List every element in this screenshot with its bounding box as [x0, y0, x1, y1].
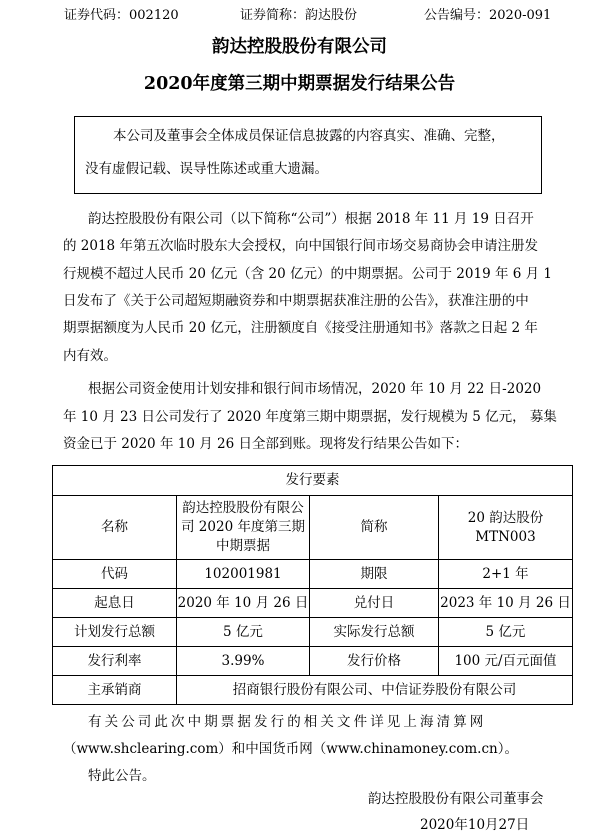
table-row — [53, 676, 573, 705]
name-label: 名称 — [53, 496, 177, 560]
stock-code: 证券代码：002120 — [64, 8, 179, 23]
table-row — [53, 647, 573, 676]
planned-amount-value: 5 亿元 — [177, 618, 310, 647]
signature-date: 2020年10月27日 — [420, 817, 530, 833]
short-name-value: 20 韵达股份 MTN003 — [439, 496, 573, 560]
issuance-table — [52, 465, 573, 705]
name-value — [177, 496, 310, 560]
disclaimer-line-2: 没有虚假记载、误导性陈述或重大遗漏。 — [85, 161, 328, 177]
table-row — [53, 496, 573, 560]
table-row — [53, 560, 573, 589]
para1-line: 行规模不超过人民币 20 亿元（含 20 亿元）的中期票据。公司于 2019 年 6 月 1 — [63, 266, 553, 282]
para1-line: 期票据额度为人民币 20 亿元，注册额度自《接受注册通知书》落款之日起 2 年 — [63, 320, 538, 336]
name-value-line: 司 2020 年度第三期 — [181, 519, 305, 535]
disclaimer-line-1: 本公司及董事会全体成员保证信息披露的内容真实、准确、完整， — [113, 128, 505, 144]
actual-amount-value: 5 亿元 — [439, 618, 573, 647]
para2-line: 根据公司资金使用计划安排和银行间市场情况，2020 年 10 月 22 日-2020 — [88, 381, 542, 397]
interest-rate-label: 发行利率 — [53, 647, 177, 676]
code-value: 102001981 — [177, 560, 310, 589]
para3-line-1: 有关公司此次中期票据发行的相关文件详见上海清算网 — [88, 714, 487, 730]
maturity-date-value: 2023 年 10 月 26 日 — [439, 589, 573, 618]
issue-price-value: 100 元/百元面值 — [439, 647, 573, 676]
underwriter-value: 招商银行股份有限公司、中信证券股份有限公司 — [177, 676, 573, 705]
disclaimer-box — [74, 116, 542, 194]
closing-remark: 特此公告。 — [88, 768, 156, 784]
signature-org: 韵达控股股份有限公司董事会 — [368, 791, 544, 807]
table-heading: 发行要素 — [53, 466, 573, 496]
announcement-title: 2020年度第三期中期票据发行结果公告 — [143, 74, 456, 94]
value-date-label: 起息日 — [53, 589, 177, 618]
issue-price-label: 发行价格 — [310, 647, 439, 676]
actual-amount-label: 实际发行总额 — [310, 618, 439, 647]
table-row — [53, 618, 573, 647]
table-row — [53, 589, 573, 618]
para1-line: 韵达控股股份有限公司（以下简称“公司”）根据 2018 年 11 月 19 日召开 — [88, 211, 534, 227]
planned-amount-label: 计划发行总额 — [53, 618, 177, 647]
document-header — [0, 7, 599, 25]
name-value-line: 中期票据 — [216, 538, 270, 554]
maturity-date-label: 兑付日 — [310, 589, 439, 618]
company-title: 韵达控股股份有限公司 — [212, 37, 387, 57]
term-label: 期限 — [310, 560, 439, 589]
para1-line: 日发布了《关于公司超短期融资券和中期票据获准注册的公告》，获准注册的中 — [63, 293, 529, 309]
stock-short-name: 证券简称：韵达股份 — [240, 8, 358, 23]
short-name-label: 简称 — [310, 496, 439, 560]
para2-line: 年 10 月 23 日公司发行了 2020 年度第三期中期票据，发行规模为 5 亿元， 募集 — [63, 409, 557, 425]
para1-line: 内有效。 — [63, 348, 117, 364]
para3-line-2: （www.shclearing.com）和中国货币网（www.chinamoney.com.cn）。 — [63, 741, 518, 757]
term-value: 2+1 年 — [439, 560, 573, 589]
underwriter-label: 主承销商 — [53, 676, 177, 705]
name-value-line: 韵达控股股份有限公 — [182, 500, 304, 516]
para2-line: 资金已于 2020 年 10 月 26 日全部到账。现将发行结果公告如下： — [63, 436, 468, 452]
para1-line: 的 2018 年第五次临时股东大会授权，向中国银行间市场交易商协会申请注册发 — [63, 238, 538, 254]
value-date-value: 2020 年 10 月 26 日 — [177, 589, 310, 618]
interest-rate-value: 3.99% — [177, 647, 310, 676]
code-label: 代码 — [53, 560, 177, 589]
notice-number: 公告编号：2020-091 — [424, 8, 552, 23]
